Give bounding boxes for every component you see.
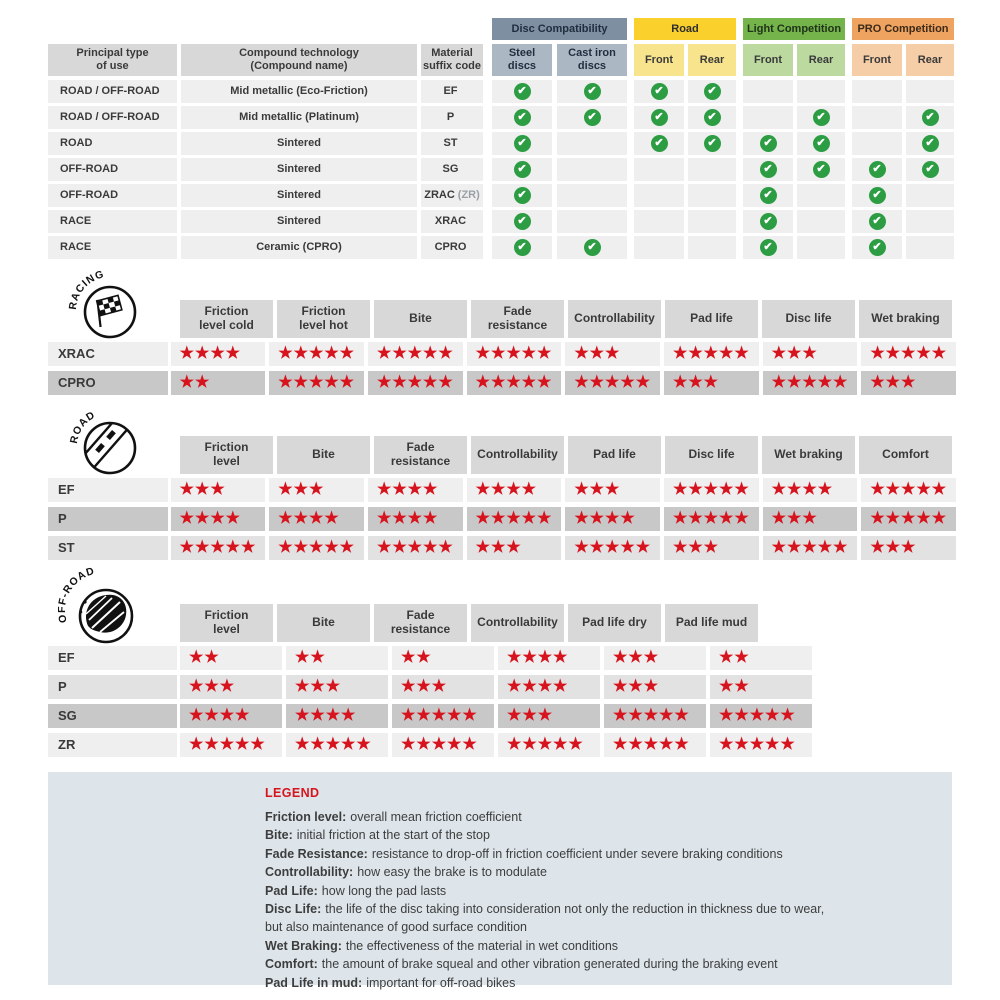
check-cell [743,132,793,155]
stars-cell: ★★★★★ [392,733,494,757]
stars-cell: ★★★★★ [763,536,858,560]
header-pro-rear: Rear [906,44,954,76]
stars-cell: ★★★ [171,478,266,502]
rating-row-p [48,507,956,531]
technology-cell: Sintered [181,184,417,207]
check-cell [906,210,954,233]
check-cell [634,106,684,129]
group-light-competition: Light Competition [743,18,845,40]
table-row-p [48,106,956,129]
road-label: ROAD [67,408,98,445]
stars-cell: ★★★★ [286,704,388,728]
check-cell [557,80,627,103]
stars-cell: ★★★★★ [269,371,364,395]
check-cell [557,236,627,259]
check-cell [852,106,902,129]
stars-cell: ★★★★ [171,507,266,531]
check-cell [743,210,793,233]
technology-cell: Ceramic (CPRO) [181,236,417,259]
stars-cell: ★★★★★ [368,536,463,560]
check-cell [557,158,627,181]
stars-cell: ★★★★★ [498,733,600,757]
rating-row-ef [48,646,956,670]
check-cell [797,106,845,129]
check-cell [906,158,954,181]
check-cell [797,184,845,207]
header-friction-level-cold: Friction level cold [180,300,273,338]
check-cell [634,158,684,181]
stars-cell: ★★★ [604,646,706,670]
road-ratings-table [48,436,956,565]
check-cell [743,184,793,207]
use-cell: ROAD / OFF-ROAD [48,80,177,103]
check-cell [688,106,736,129]
use-cell: OFF-ROAD [48,158,177,181]
legend-entry: Pad Life: how long the pad lasts [265,883,447,898]
column-header-row [48,44,956,76]
suffix-cell [421,184,483,207]
suffix-code: SG [442,163,459,176]
suffix-note: (ZR) [457,189,480,202]
stars-cell: ★★★★★ [604,733,706,757]
check-cell [688,80,736,103]
table-row-ef [48,80,956,103]
check-cell [743,106,793,129]
table-row-zrac [48,184,956,207]
header-road-rear: Rear [688,44,736,76]
row-label: SG [48,704,177,728]
stars-cell: ★★★★★ [368,371,463,395]
legend-entry: Friction level: overall mean friction coefficient [265,810,522,824]
header-steel-discs: Steel discs [492,44,552,76]
header-friction-level-hot: Friction level hot [277,300,370,338]
suffix-cell [421,132,483,155]
rating-row-st [48,536,956,560]
stars-cell: ★★★★★ [286,733,388,757]
check-cell [492,106,552,129]
header-bite: Bite [277,604,370,642]
table-row-st [48,132,956,155]
stars-cell: ★★★★★ [861,507,956,531]
offroad-ratings-table [48,604,956,762]
stars-cell: ★★★ [565,342,660,366]
header-material-suffix: Material suffix code [421,44,483,76]
header-bite: Bite [277,436,370,474]
header-fade-resistance: Fade resistance [471,300,564,338]
suffix-code: ZRAC [424,189,455,202]
legend-entry: Comfort: the amount of brake squeal and other vibration generated during the braking event [265,957,778,972]
spacer [48,300,177,338]
check-cell [852,184,902,207]
row-label: P [48,675,177,699]
legend-title: LEGEND [265,786,320,800]
compatibility-table [48,18,956,262]
header-controllability: Controllability [471,436,564,474]
technology-cell: Mid metallic (Platinum) [181,106,417,129]
check-cell [852,210,902,233]
rating-row-xrac [48,342,956,366]
header-light-rear: Rear [797,44,845,76]
check-cell [797,80,845,103]
offroad-header-row [48,604,956,642]
technology-cell: Sintered [181,132,417,155]
legend-entry: Bite: initial friction at the start of the stop [265,828,490,843]
stars-cell: ★★★★★ [664,342,759,366]
stars-cell: ★★★★★ [565,371,660,395]
row-label: XRAC [48,342,168,366]
check-cell [688,158,736,181]
header-cast-iron-discs: Cast iron discs [557,44,627,76]
check-cell [688,184,736,207]
suffix-cell [421,158,483,181]
check-cell [634,210,684,233]
header-light-front: Front [743,44,793,76]
suffix-code: XRAC [434,215,467,228]
stars-cell: ★★★★★ [392,704,494,728]
check-cell [852,132,902,155]
header-friction-level: Friction level [180,436,273,474]
group-pro-competition: PRO Competition [852,18,954,40]
stars-cell: ★★★★ [763,478,858,502]
header-pad-life-mud: Pad life mud [665,604,758,642]
stars-cell: ★★★★ [368,478,463,502]
group-disc-compatibility: Disc Compatibility [492,18,627,40]
use-cell: OFF-ROAD [48,184,177,207]
header-controllability: Controllability [568,300,661,338]
stars-cell: ★★★★ [171,342,266,366]
stars-cell: ★★★★ [498,675,600,699]
use-cell: ROAD [48,132,177,155]
legend-panel [48,772,952,990]
road-header-row [48,436,956,474]
check-cell [557,210,627,233]
check-cell [688,132,736,155]
check-cell [743,158,793,181]
stars-cell: ★★ [392,646,494,670]
racing-label: RACING [66,268,106,311]
stars-cell: ★★★★★ [368,342,463,366]
check-cell [797,210,845,233]
row-label: EF [48,646,177,670]
rating-row-p [48,675,956,699]
stars-cell: ★★★★ [180,704,282,728]
stars-cell: ★★★ [565,478,660,502]
check-cell [557,106,627,129]
header-pad-life-dry: Pad life dry [568,604,661,642]
row-label: ZR [48,733,177,757]
check-cell [852,80,902,103]
suffix-cell [421,80,483,103]
check-cell [852,236,902,259]
stars-cell: ★★★ [763,342,858,366]
suffix-cell [421,236,483,259]
stars-cell: ★★★ [604,675,706,699]
rating-row-sg [48,704,956,728]
stars-cell: ★★★★★ [664,507,759,531]
stars-cell: ★★★★★ [861,478,956,502]
check-cell [688,210,736,233]
check-cell [906,106,954,129]
header-disc-life: Disc life [665,436,758,474]
racing-header-row [48,300,956,338]
use-cell: RACE [48,236,177,259]
header-fade-resistance: Fade resistance [374,604,467,642]
stars-cell: ★★★★ [467,478,562,502]
check-cell [906,80,954,103]
use-cell: RACE [48,210,177,233]
technology-cell: Sintered [181,210,417,233]
spacer [48,18,483,40]
header-wet-braking: Wet braking [859,300,952,338]
use-cell: ROAD / OFF-ROAD [48,106,177,129]
check-cell [492,132,552,155]
stars-cell: ★★★ [269,478,364,502]
suffix-code: P [446,111,455,124]
stars-cell: ★★★ [861,371,956,395]
legend-entry: Pad Life in mud: important for off-road bikes [265,975,516,990]
header-fade-resistance: Fade resistance [374,436,467,474]
stars-cell: ★★★★ [269,507,364,531]
rating-row-ef [48,478,956,502]
header-principal-type: Principal type of use [48,44,177,76]
stars-cell: ★★★★★ [467,371,562,395]
stars-cell: ★★★ [763,507,858,531]
stars-cell: ★★★★★ [710,704,812,728]
stars-cell: ★★★★★ [763,371,858,395]
header-pro-front: Front [852,44,902,76]
suffix-code: ST [443,137,458,150]
check-cell [797,158,845,181]
stars-cell: ★★★★ [565,507,660,531]
legend-entry: Fade Resistance: resistance to drop-off in friction coefficient under severe braking conditions [265,846,783,861]
group-header-row [48,18,956,40]
check-cell [492,158,552,181]
spacer [48,604,177,642]
rating-row-cpro [48,371,956,395]
stars-cell: ★★★★★ [269,342,364,366]
check-cell [634,184,684,207]
check-cell [906,236,954,259]
stars-cell: ★★ [180,646,282,670]
stars-cell: ★★★★★ [467,507,562,531]
stars-cell: ★★★★★ [604,704,706,728]
stars-cell: ★★★★ [498,646,600,670]
suffix-cell [421,210,483,233]
legend-entry: Disc Life: the life of the disc taking into consideration not only the reduction in thickness due to wear, [265,902,825,917]
row-label: ST [48,536,168,560]
check-cell [797,132,845,155]
header-disc-life: Disc life [762,300,855,338]
stars-cell: ★★ [286,646,388,670]
table-row-xrac [48,210,956,233]
stars-cell: ★★★ [498,704,600,728]
stars-cell: ★★★★★ [664,478,759,502]
check-cell [492,210,552,233]
technology-cell: Mid metallic (Eco-Friction) [181,80,417,103]
check-cell [557,184,627,207]
racing-ratings-table [48,300,956,400]
stars-cell: ★★★ [664,371,759,395]
stars-cell: ★★★ [664,536,759,560]
stars-cell: ★★★ [861,536,956,560]
stars-cell: ★★★ [467,536,562,560]
check-cell [492,184,552,207]
stars-cell: ★★★★★ [861,342,956,366]
header-wet-braking: Wet braking [762,436,855,474]
check-cell [557,132,627,155]
header-friction-level: Friction level [180,604,273,642]
stars-cell: ★★★ [180,675,282,699]
stars-cell: ★★★ [286,675,388,699]
table-row-cpro [48,236,956,259]
offroad-label: -ROAD [58,566,97,600]
header-compound-technology: Compound technology (Compound name) [181,44,417,76]
check-cell [797,236,845,259]
check-cell [634,236,684,259]
check-cell [852,158,902,181]
stars-cell: ★★★★★ [171,536,266,560]
header-pad-life: Pad life [665,300,758,338]
check-cell [906,132,954,155]
stars-cell: ★★★★★ [710,733,812,757]
check-cell [492,80,552,103]
check-cell [743,80,793,103]
header-comfort: Comfort [859,436,952,474]
check-cell [492,236,552,259]
check-cell [743,236,793,259]
stars-cell: ★★★★★ [467,342,562,366]
legend-entry: Controllability: how easy the brake is to modulate [265,865,547,880]
row-label: CPRO [48,371,168,395]
header-road-front: Front [634,44,684,76]
technology-cell: Sintered [181,158,417,181]
check-cell [634,80,684,103]
stars-cell: ★★★★★ [269,536,364,560]
suffix-code: CPRO [434,241,467,254]
legend-entry: but also maintenance of good surface condition [265,920,527,935]
stars-cell: ★★ [710,646,812,670]
group-road: Road [634,18,736,40]
header-pad-life: Pad life [568,436,661,474]
stars-cell: ★★★★★ [180,733,282,757]
stars-cell: ★★ [171,371,266,395]
row-label: EF [48,478,168,502]
stars-cell: ★★ [710,675,812,699]
table-row-sg [48,158,956,181]
stars-cell: ★★★★★ [565,536,660,560]
row-label: P [48,507,168,531]
check-cell [634,132,684,155]
check-cell [906,184,954,207]
rating-row-zr [48,733,956,757]
stars-cell: ★★★★ [368,507,463,531]
suffix-cell [421,106,483,129]
header-bite: Bite [374,300,467,338]
check-cell [688,236,736,259]
stars-cell: ★★★ [392,675,494,699]
header-controllability: Controllability [471,604,564,642]
legend-entry: Wet Braking: the effectiveness of the material in wet conditions [265,938,619,953]
spacer [48,436,177,474]
suffix-code: EF [443,85,458,98]
